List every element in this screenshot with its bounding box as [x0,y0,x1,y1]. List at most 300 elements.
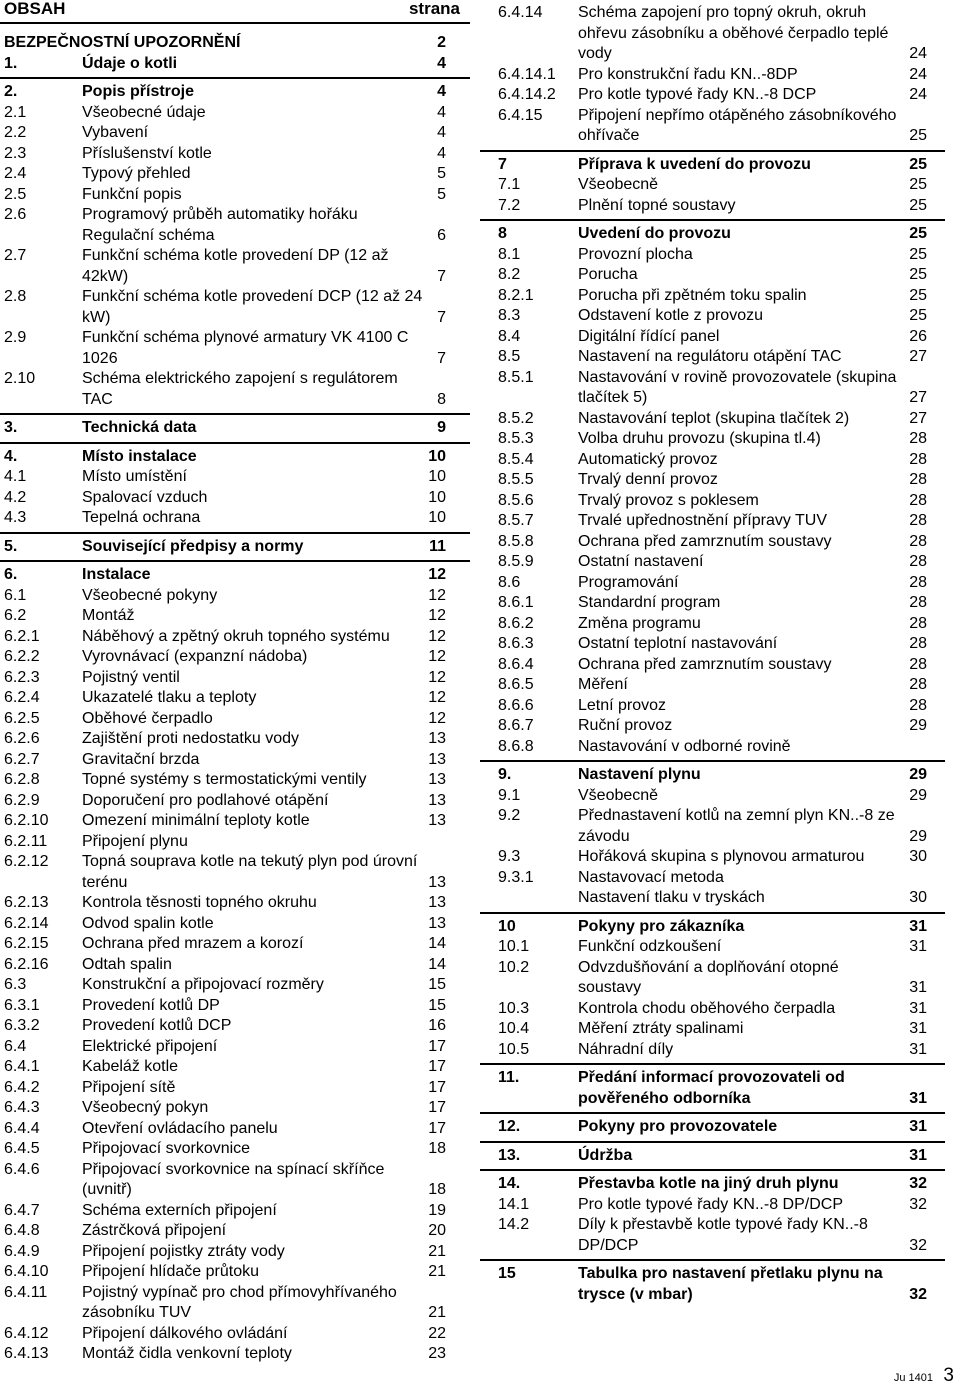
toc-entry-number: 8.6.4 [498,655,534,673]
toc-entry [0,447,470,468]
toc-entry-page: 24 [909,65,927,83]
toc-entry-title: Připojení plynu [82,832,188,850]
toc-entry [0,955,470,976]
toc-entry-page: 31 [909,1089,927,1107]
toc-entry-number: 9.3 [498,848,521,865]
toc-entry-title: Nastavování v rovině provozovatele (skupina tlačítek 5) [578,368,897,406]
toc-entry [0,975,470,996]
toc-section [480,152,945,222]
toc-entry-page: 32 [909,1175,927,1192]
toc-entry-number: 10.4 [498,1020,530,1037]
toc-section [480,762,945,914]
toc-entry-title: Připojení sítě [82,1078,176,1096]
toc-entry-number: 2.3 [4,144,27,162]
toc-entry-number: 10.2 [498,958,530,976]
toc-entry-page: 28 [909,676,927,693]
toc-entry-title: Porucha při zpětném toku spalin [578,286,807,304]
toc-entry-number: 4. [4,447,18,465]
toc-entry-number: 6.4.10 [4,1263,49,1280]
toc-entry-title: Všeobecně [578,176,659,193]
toc-entry-title: Nastavovací metoda [578,868,724,886]
toc-entry-page: 17 [428,1037,446,1055]
toc-entry [0,508,470,529]
toc-entry [480,888,945,909]
toc-entry [0,369,470,410]
toc-entry-number: 6.3.2 [4,1017,40,1034]
toc-entry-title: Pokyny pro zákazníka [578,917,745,935]
page-footer [894,1366,954,1389]
toc-entry-number: 6.2.10 [4,812,49,829]
toc-entry-title: Zajištění proti nedostatku vody [82,730,300,747]
toc-entry-title: Příprava k uvedení do provozu [578,155,811,173]
toc-entry [480,196,945,217]
toc-entry [480,286,945,307]
toc-entry [0,467,470,488]
toc-entry [480,675,945,696]
toc-entry-page: 7 [437,349,446,367]
toc-entry-number: 6.2.4 [4,689,40,706]
toc-entry-page: 28 [909,635,927,652]
toc-entry [480,1174,945,1195]
toc-entry-title: Všeobecný pokyn [82,1099,209,1116]
toc-entry [0,627,470,648]
toc-entry-page: 31 [909,1040,927,1058]
toc-entry-title: Funkční odzkoušení [578,938,722,955]
toc-entry-number: 7 [498,155,507,173]
toc-entry-title: Funkční schéma plynové armatury VK 4100 C 1026 [82,329,409,367]
toc-entry-title: Provozní plocha [578,245,693,263]
toc-entry-number: 8.6.8 [498,737,534,755]
toc-entry-title: Připojení dálkového ovládání [82,1324,288,1342]
toc-entry [0,1221,470,1242]
toc-entry-number: 8.5.3 [498,430,534,447]
toc-entry [480,245,945,266]
toc-entry-number: 8.5.7 [498,512,534,529]
toc-entry [0,1324,470,1345]
toc-entry-page: 13 [428,771,446,788]
toc-entry-page: 31 [909,1118,927,1135]
toc-entry-page: 12 [428,566,446,583]
toc-entry-page: 27 [909,409,927,427]
right-toc-sections [480,0,945,1308]
toc-entry-number: 6. [4,566,18,583]
toc-entry-page: 31 [909,1020,927,1037]
toc-entry-number: 6.4.5 [4,1140,40,1157]
toc-entry [0,185,470,206]
left-toc-sections [0,30,470,1368]
toc-entry-title: Nastavování v odborné rovině [578,737,791,755]
toc-entry [0,647,470,668]
toc-entry [480,765,945,786]
toc-entry-page: 12 [428,607,446,624]
toc-entry-title: Nastavení tlaku v tryskách [578,889,765,906]
toc-entry [480,1068,945,1109]
toc-entry-number: 8.6.1 [498,594,534,611]
toc-entry-title: Připojovací svorkovnice [82,1140,251,1157]
toc-entry-number: 6.4 [4,1037,27,1055]
toc-entry-title: Otevření ovládacího panelu [82,1119,278,1137]
toc-entry-title: Pro kotle typové řady KN..-8 DCP [578,86,817,103]
toc-entry-title: Ochrana před zamrznutím soustavy [578,532,832,550]
toc-entry-number: 6.4.2 [4,1078,40,1096]
toc-entry-page: 28 [909,491,927,509]
toc-entry [480,3,945,65]
toc-entry-number: 6.4.13 [4,1345,49,1362]
toc-entry-number: 6.2.9 [4,791,40,809]
toc-entry-title: Trvalé upřednostnění přípravy TUV [578,512,828,529]
toc-entry-page: 21 [428,1242,446,1260]
toc-entry [0,606,470,627]
toc-entry-page: 28 [909,430,927,447]
toc-entry-number: 2.5 [4,185,27,203]
toc-entry-number: 7.2 [498,196,521,214]
toc-entry-title: Programování [578,573,679,591]
toc-entry-title: Letní provoz [578,696,667,714]
toc-entry-title: Programový průběh automatiky hořáku Regulační schéma [82,206,358,244]
toc-entry-page: 12 [428,648,446,665]
toc-entry-title: Ostatní teplotní nastavování [578,635,778,652]
toc-entry-title: Plnění topné soustavy [578,196,736,214]
toc-entry-number: 6.2.14 [4,914,49,932]
toc-entry [0,668,470,689]
toc-entry-page: 25 [909,286,927,304]
toc-entry-number: 8.5.4 [498,450,534,468]
toc-entry [480,306,945,327]
toc-entry-number: 4.3 [4,509,27,526]
toc-entry-number: 6.3 [4,976,27,993]
toc-entry-title: Přednastavení kotlů na zemní plyn KN..-8 ze závodu [578,807,895,845]
toc-entry [0,418,470,439]
toc-entry [480,1195,945,1216]
toc-entry-page: 12 [428,627,446,645]
toc-entry-title: Kabeláž kotle [82,1058,179,1075]
toc-entry-number: 6.1 [4,586,27,604]
toc-entry [480,429,945,450]
toc-entry-title: Údržba [578,1146,633,1164]
toc-entry-title: Porucha [578,266,638,283]
toc-entry [480,552,945,573]
toc-entry [0,852,470,893]
toc-entry-title: Topné systémy s termostatickými ventily [82,771,367,788]
toc-entry-page: 12 [428,668,446,686]
toc-entry [0,123,470,144]
toc-entry-number: 8.1 [498,245,521,263]
toc-entry-title: Připojovací svorkovnice na spínací skříňce (uvnitř) [82,1160,385,1198]
right-column [480,0,945,1308]
toc-entry-number: 9.2 [498,807,521,824]
toc-entry-page: 22 [428,1324,446,1342]
toc-entry-number: 8.5.8 [498,532,534,550]
toc-entry-title: Změna programu [578,614,701,632]
toc-entry-number: 7.1 [498,176,521,193]
toc-entry-page: 19 [428,1201,446,1219]
toc-entry [480,806,945,847]
toc-entry-title: Odtah spalin [82,955,172,973]
toc-entry-number: 6.4.9 [4,1242,40,1260]
toc-entry-title: Pro kotle typové řady KN..-8 DP/DCP [578,1195,843,1213]
toc-entry-number: 2.1 [4,103,27,121]
toc-entry-page: 4 [437,83,446,100]
toc-entry [0,1344,470,1365]
toc-entry-page: 30 [909,848,927,865]
toc-entry [480,737,945,758]
toc-entry-page: 4 [437,103,446,121]
toc-entry-page: 31 [909,999,927,1017]
toc-entry-title: Popis přístroje [82,83,195,100]
toc-entry-page: 8 [437,390,446,408]
toc-entry-number: 2.9 [4,329,27,346]
toc-entry [0,1139,470,1160]
toc-entry-page: 23 [428,1345,446,1362]
toc-entry-title: Topná souprava kotle na tekutý plyn pod úrovní terénu [82,853,418,891]
toc-entry-number: 6.4.15 [498,106,543,124]
toc-entry-page: 4 [437,54,446,72]
toc-entry [0,914,470,935]
toc-entry [480,85,945,106]
toc-entry-title: Ochrana před mrazem a korozí [82,935,304,952]
toc-entry-page: 4 [437,124,446,141]
toc-entry-number: 6.2.13 [4,894,49,911]
toc-entry-number: 2.8 [4,288,27,305]
toc-entry-title: Funkční schéma kotle provedení DCP (12 až 24 kW) [82,288,423,326]
toc-entry [0,1016,470,1037]
toc-entry-page: 16 [428,1017,446,1034]
toc-entry-number: 6.4.12 [4,1324,49,1342]
toc-entry-page: 25 [909,155,927,173]
toc-entry [0,586,470,607]
toc-entry-page: 25 [909,245,927,263]
toc-entry-page: 31 [909,979,927,996]
toc-entry-number: 2.2 [4,124,27,141]
toc-entry-title: Připojení pojistky ztráty vody [82,1242,285,1260]
toc-entry [0,688,470,709]
toc-entry-title: Související předpisy a normy [82,537,304,555]
toc-entry-number: 4.1 [4,468,27,485]
toc-entry-title: Konstrukční a připojovací rozměry [82,976,324,993]
toc-entry [0,729,470,750]
toc-section [480,1065,945,1114]
toc-entry-page: 13 [428,873,446,891]
toc-entry-number: 2.7 [4,247,27,264]
toc-entry-title: Provedení kotlů DCP [82,1017,232,1034]
toc-entry-number: 8.5.2 [498,409,534,427]
toc-entry-title: Kontrola chodu oběhového čerpadla [578,999,836,1017]
toc-entry-page: 32 [909,1195,927,1213]
toc-entry-title: Volba druhu provozu (skupina tl.4) [578,430,821,447]
toc-entry [480,368,945,409]
toc-entry [480,655,945,676]
toc-entry-number: 8.5.5 [498,471,534,488]
toc-entry-page: 12 [428,586,446,604]
toc-entry-page: 13 [428,750,446,768]
toc-entry-number: 8.5.6 [498,491,534,509]
toc-entry-number: 8.5.1 [498,368,534,386]
toc-entry-title: Zástrčková připojení [82,1222,227,1239]
toc-entry-number: 14.2 [498,1216,530,1233]
toc-entry [480,106,945,147]
toc-entry-title: Schéma externích připojení [82,1201,277,1219]
toc-entry-page: 29 [909,786,927,804]
toc-entry [0,1242,470,1263]
toc-entry-number: 9.3.1 [498,868,534,886]
toc-entry-title: Vyrovnávací (expanzní nádoba) [82,648,308,665]
toc-entry [480,1215,945,1256]
toc-entry [0,82,470,103]
toc-entry-title: Schéma elektrického zapojení s regulátorem TAC [82,370,398,408]
toc-entry-page: 13 [428,791,446,809]
toc-entry-page: 14 [428,955,446,973]
toc-entry [480,614,945,635]
toc-entry-page: 9 [437,419,446,436]
toc-entry [480,716,945,737]
toc-entry-number: 10.3 [498,999,530,1017]
toc-entry-page: 20 [428,1222,446,1239]
toc-entry-number: 6.4.1 [4,1058,40,1075]
toc-entry-title: Spalovací vzduch [82,488,208,506]
toc-entry [480,958,945,999]
toc-section [0,534,470,563]
toc-entry [0,287,470,328]
toc-entry-title: Digitální řídící panel [578,327,720,345]
toc-entry [0,1160,470,1201]
toc-entry-number: 6.2.15 [4,935,49,952]
toc-entry-page: 30 [909,889,927,906]
toc-section [480,1171,945,1261]
toc-entry-page: 25 [909,307,927,324]
toc-section [480,221,945,762]
toc-entry-number: 8.3 [498,307,521,324]
toc-entry-number: 10.1 [498,938,530,955]
toc-entry [0,1057,470,1078]
toc-entry-title: Nastavení plynu [578,766,701,783]
toc-entry-title: Odstavení kotle z provozu [578,307,763,324]
toc-entry-title: Funkční schéma kotle provedení DP (12 až 42kW) [82,247,389,285]
toc-entry-number: 6.2.12 [4,853,49,870]
toc-entry-number: 1. [4,54,18,72]
toc-entry [480,347,945,368]
toc-entry-page: 31 [909,1146,927,1164]
toc-entry-title: Pokyny pro provozovatele [578,1118,778,1135]
toc-entry-number: 10 [498,917,516,935]
toc-entry-number: 8.5 [498,348,521,365]
document-code: Ju 1401 [893,1372,933,1384]
toc-entry [480,470,945,491]
toc-entry-title: Ostatní nastavení [578,553,704,570]
toc-entry-page: 14 [428,935,446,952]
toc-entry-page: 32 [909,1236,927,1254]
toc-entry [480,511,945,532]
toc-entry-title: Všeobecně [578,786,659,804]
toc-entry [0,54,470,75]
toc-entry-title: Automatický provoz [578,450,718,468]
toc-entry-page: 32 [909,1285,927,1303]
toc-entry-page: 28 [909,532,927,550]
toc-entry-number: 14.1 [498,1195,530,1213]
toc-entry-page: 25 [909,127,927,144]
toc-entry [0,832,470,853]
toc-entry [0,1078,470,1099]
toc-entry-title: Trvalý provoz s poklesem [578,491,759,509]
toc-entry-number: 6.4.14.2 [498,86,556,103]
toc-entry-number: 6.4.14.1 [498,65,556,83]
toc-entry-page: 10 [428,468,446,485]
toc-entry [0,1283,470,1324]
toc-entry-title: Pro konstrukční řadu KN..-8DP [578,65,798,83]
toc-entry-page: 27 [909,389,927,406]
toc-entry [0,770,470,791]
toc-entry [480,532,945,553]
toc-entry [0,33,470,54]
toc-entry-number: 6.2.6 [4,730,40,747]
toc-entry-page: 10 [428,488,446,506]
toc-entry [0,103,470,124]
toc-entry-page: 24 [909,86,927,103]
toc-entry-page: 5 [437,165,446,182]
toc-entry [480,786,945,807]
toc-entry-title: Gravitační brzda [82,750,200,768]
toc-entry-page: 17 [428,1099,446,1116]
toc-entry [480,175,945,196]
toc-entry-number: 5. [4,537,18,555]
toc-entry-title: Doporučení pro podlahové otápění [82,791,329,809]
toc-entry-title: Náhradní díly [578,1040,674,1058]
toc-entry-page: 25 [909,196,927,214]
toc-entry [480,1040,945,1061]
toc-entry-number: 8.6.2 [498,614,534,632]
toc-entry-number: 6.4.14 [498,4,543,21]
toc-entry-title: Díly k přestavbě kotle typové řady KN..-8 DP/DCP [578,1216,868,1254]
toc-entry-title: Vybavení [82,124,149,141]
toc-entry [480,696,945,717]
toc-entry-title: Montáž [82,607,135,624]
toc-entry-number: 8.2 [498,266,521,283]
toc-entry-number: 2. [4,83,18,100]
toc-entry [480,573,945,594]
toc-entry [0,996,470,1017]
toc-entry-number: 6.2.8 [4,771,40,788]
toc-entry-page: 17 [428,1058,446,1075]
toc-entry-number: 6.2.5 [4,709,40,727]
toc-entry [480,450,945,471]
toc-entry [0,565,470,586]
toc-entry-number: 10.5 [498,1040,530,1058]
toc-entry-title: Všeobecné údaje [82,103,206,121]
toc-entry-number: 6.2.16 [4,955,49,973]
toc-entry [0,488,470,509]
toc-entry-title: Tepelná ochrana [82,509,201,526]
toc-entry-title: Provedení kotlů DP [82,996,220,1014]
toc-entry-page: 2 [437,34,446,51]
toc-entry [480,224,945,245]
toc-section [0,562,470,1368]
toc-entry-title: Místo umístění [82,468,187,485]
toc-entry [0,205,470,246]
toc-entry [0,144,470,165]
toc-entry-page: 26 [909,327,927,345]
toc-entry-number: 11. [498,1069,520,1086]
toc-entry [0,164,470,185]
toc-entry-page: 28 [909,655,927,673]
toc-entry-number: BEZPEČNOSTNÍ UPOZORNĚNÍ [4,34,241,51]
toc-entry [480,634,945,655]
toc-entry-number: 6.2.7 [4,750,40,768]
toc-entry-title: Tabulka pro nastavení přetlaku plynu na trysce (v mbar) [578,1265,883,1303]
toc-entry [0,811,470,832]
toc-entry-title: Pojistný ventil [82,668,180,686]
toc-entry-page: 12 [428,689,446,706]
toc-entry [480,327,945,348]
toc-entry-page: 21 [428,1263,446,1280]
